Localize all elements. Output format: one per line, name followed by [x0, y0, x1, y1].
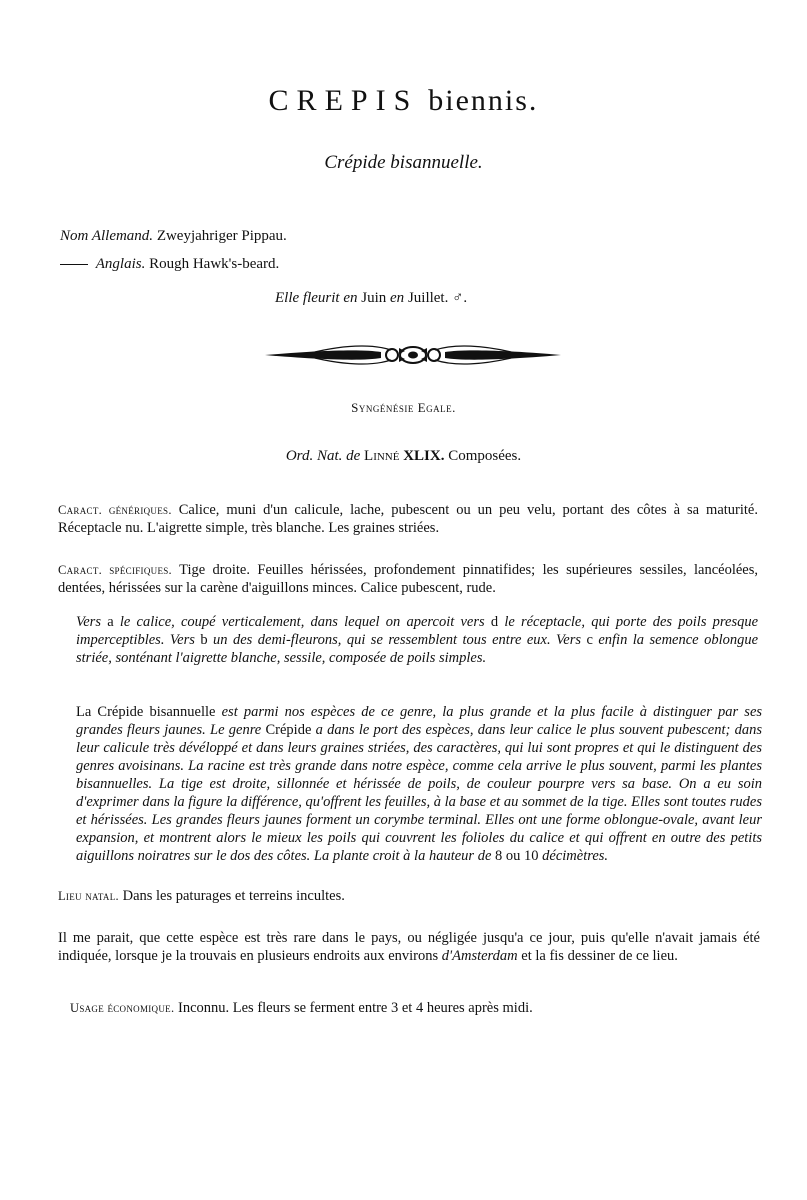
desc-s5: a dans le port des espèces, dans leur calice le plus souvent pubescent; dans leur calicule très dévéloppé et dans leurs graines striées, des caractères, qui lui sont propres et qui le distinguent des genres avoisinans. La racine est très grande dans notre espèce, comme cela arrive le plus souvent, parmi les plantes bisannuelles. La tige est droite, sillonnée et hérissée de poils, de couleur pourpre vers sa base. On a eu soin d'exprimer dans la figure la différence, qu'offrent les feuilles, à la base et au sommet de la tige. Elles sont toutes rudes et hérissées. Les grandes fleurs jaunes forment un corymbe terminal. Elles ont une forme oblongue-ovale, avant leur expansion, et montrent alors le mieux les poils qui couvrent les folioles du calice et qui offrent en outre des petits aiguillons noiratres sur le dos des côtes. La plante croit à la hauteur de	[76, 721, 763, 864]
english-value: Rough Hawk's-beard.	[149, 256, 280, 272]
desc-s4: Crépide	[265, 721, 312, 738]
french-name: Crépide bisannuelle.	[324, 152, 483, 173]
german-name-row	[60, 222, 287, 250]
ditto-dash	[60, 264, 88, 265]
page-title	[0, 84, 807, 118]
fig-b-text: un des demi-fleurons, qui se ressemblent tous entre eux. Vers	[213, 631, 581, 648]
species-name: biennis.	[428, 84, 539, 117]
author-note	[58, 929, 760, 965]
specific-text: Tige droite. Feuilles hérissées, profondement pinnatifides; les supérieures sessiles, lancéolées, dentées, hérissées sur la carène d'aiguillons minces. Calice pubescent, rude.	[58, 561, 758, 596]
generic-label: Caract. génériques.	[58, 502, 172, 517]
vernacular-names	[60, 222, 287, 278]
order-prefix: Ord. Nat. de	[285, 448, 361, 464]
flowering-en-2: en	[390, 290, 405, 306]
note-t1: Il me parait, que cette espèce est très rare dans le pays, ou négligée jusqu'a ce jour, puis qu'elle n'avait jamais été indiquée, lorsque je la trouvais en plusieurs endroits aux environs	[58, 929, 760, 964]
figure-explanation	[76, 613, 758, 667]
fig-a-text: le calice, coupé verticalement, dans lequel on apercoit vers	[119, 613, 485, 630]
desc-s7: décimètres.	[542, 847, 609, 864]
desc-s1: La	[76, 703, 92, 720]
note-t2: d'Amsterdam	[441, 947, 518, 964]
order-family: Composées.	[448, 448, 522, 464]
linnean-class: Syngénésie Egale.	[351, 400, 456, 415]
habitat-text: Dans les paturages et terreins incultes.	[122, 887, 345, 904]
description	[76, 703, 762, 865]
economic-use	[70, 999, 770, 1017]
german-label: Nom Allemand.	[60, 228, 154, 244]
fig-c-letter: c	[586, 631, 593, 648]
fig-a-pre: Vers	[76, 613, 101, 630]
flowering-juin: Juin	[361, 290, 387, 306]
desc-s2: Crépide bisannuelle	[97, 703, 216, 720]
natural-order	[0, 448, 807, 465]
flowering-en-1: en	[343, 290, 358, 306]
flowering-line	[275, 290, 467, 307]
note-t3: et la fis dessiner de ce lieu.	[521, 947, 678, 964]
order-linne: Linné	[364, 448, 400, 464]
order-number: XLIX.	[403, 448, 445, 464]
flowering-lead: Elle fleurit	[275, 290, 340, 306]
flowering-juillet: Juillet.	[407, 290, 449, 306]
fig-a-letter: a	[107, 613, 114, 630]
ornament-divider-icon	[263, 338, 563, 372]
fig-c-text: enfin la semence oblongue striée, sonténant l'aigrette blanche, sessile, composée de poils simples.	[76, 631, 759, 666]
fig-d-text: le réceptacle, qui porte des poils presque imperceptibles. Vers	[76, 613, 759, 648]
generic-characters	[58, 501, 758, 537]
fig-b-letter: b	[200, 631, 208, 648]
specific-label: Caract. spécifiques.	[58, 562, 172, 577]
desc-s6: 8 ou 10	[495, 847, 539, 864]
english-label: Anglais.	[95, 256, 146, 272]
english-name-row	[60, 250, 287, 278]
fig-d-letter: d	[490, 613, 499, 630]
specific-characters	[58, 561, 758, 597]
desc-s3: est parmi nos espèces de ce genre, la plus grande et la plus facile à distinguer par ses grandes fleurs jaunes. Le genre	[76, 703, 763, 738]
german-value: Zweyjahriger Pippau.	[156, 228, 287, 244]
usage-text: Inconnu. Les fleurs se ferment entre 3 et 4 heures après midi.	[178, 999, 533, 1016]
usage-label: Usage économique.	[70, 1000, 175, 1015]
biennial-symbol: ♂.	[452, 290, 468, 306]
genus-name: CREPIS	[268, 84, 419, 117]
generic-text: Calice, muni d'un calicule, lache, pubescent ou un peu velu, portant des côtes à sa maturité. Réceptacle nu. L'aigrette simple, très blanche. Les graines striées.	[58, 501, 758, 536]
native-habitat	[58, 887, 758, 905]
habitat-label: Lieu natal.	[58, 888, 119, 903]
